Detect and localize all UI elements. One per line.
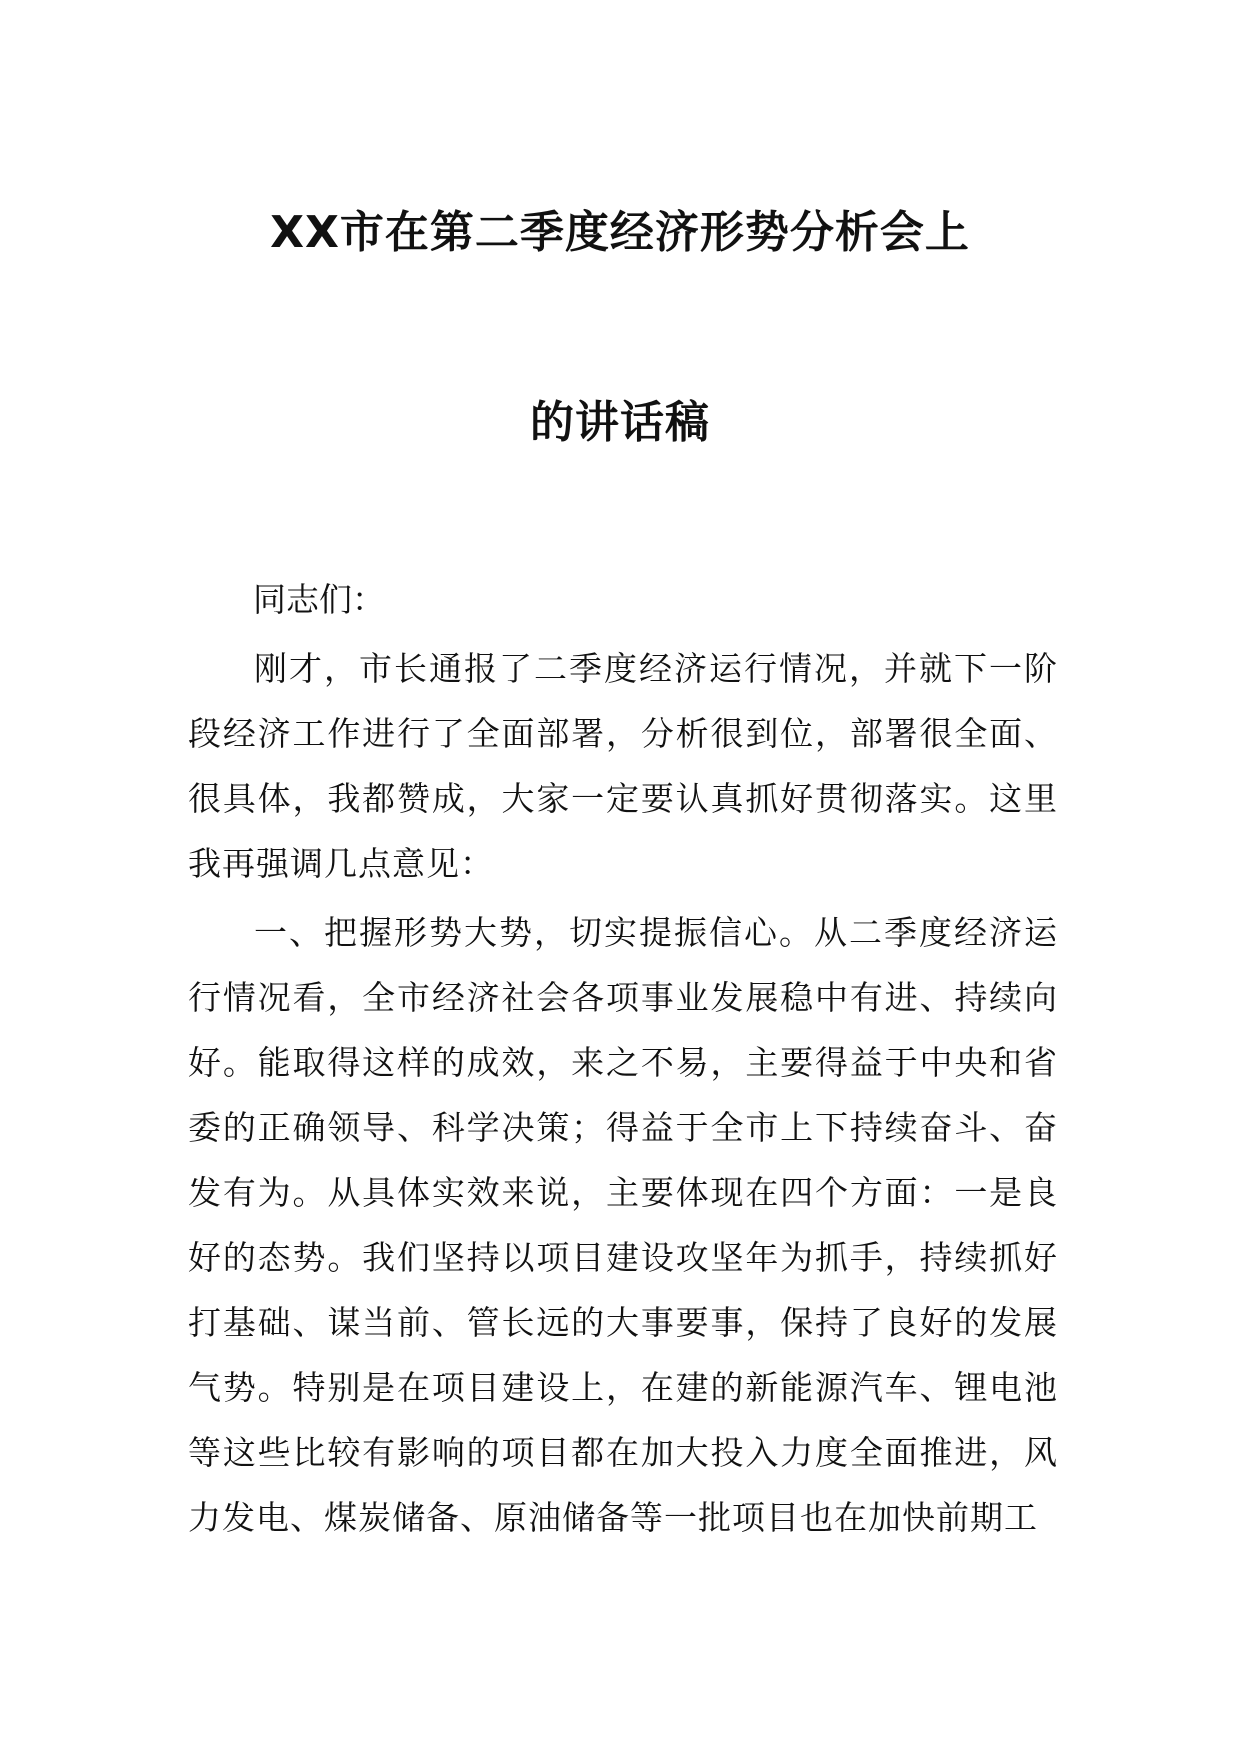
- paragraph-opening: 刚才，市长通报了二季度经济运行情况，并就下一阶段经济工作进行了全面部署，分析很到位，部署很全面、很具体，我都赞成，大家一定要认真抓好贯彻落实。这里我再强调几点意见：: [188, 649, 1058, 883]
- document-title-line-2: 的讲话稿: [530, 397, 710, 448]
- paragraph-point-one: 一、把握形势大势，切实提振信心。从二季度经济运行情况看，全市经济社会各项事业发展稳中有进、持续向好。能取得这样的成效，来之不易，主要得益于中央和省委的正确领导、科学决策；得益于全市上下持续奋斗、奋发有为。从具体实效来说，主要体现在四个方面：一是良好的态势。我们坚持以项目建设攻坚年为抓手，持续抓好打基础、谋当前、管长远的大事要事，保持了良好的发展气势。特别是在项目建设上，在建的新能源汽车、锂电池等这些比较有影响的项目都在加大投入力度全面推进，风力发电、煤炭储备、原油储备等一批项目也在加快前期工: [188, 913, 1058, 1537]
- salutation: 同志们：: [253, 580, 385, 619]
- document-title-line-1: XX市在第二季度经济形势分析会上: [270, 207, 970, 258]
